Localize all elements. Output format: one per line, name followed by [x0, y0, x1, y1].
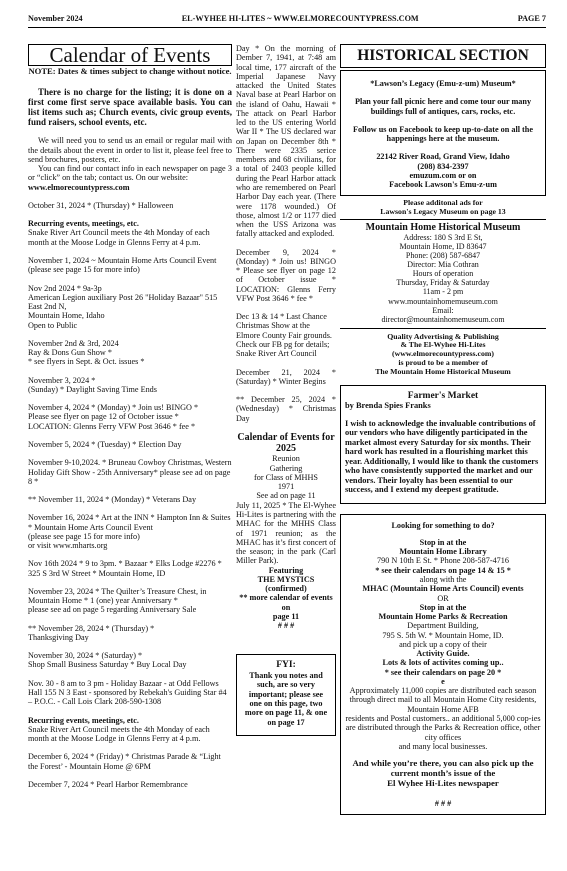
calendar-event — [28, 219, 232, 247]
mhm-box — [340, 219, 546, 324]
calendar-intro: There is no charge for the listing; it is done on a first come first serve space available basis. You can list items such as; Church events, civic group events, fund raisers, school events, etc. — [28, 86, 232, 128]
parks-address: Department Building, 795 S. 5th W. * Mountain Home, ID. and pick up a copy of their — [382, 621, 504, 649]
lawsons-follow-text: Follow us on Facebook to keep up-to-date on all the happenings here at the museum. — [353, 124, 533, 144]
calendar-event — [28, 376, 232, 395]
calendar-event — [28, 495, 232, 504]
activities-note: Lots & lots of activites coming up.. * see their calendars on page 20 * e — [382, 658, 504, 686]
calendar-event — [28, 440, 232, 449]
mhm-info: Address: 180 S 3rd E St, Mountain Home, ID 83647 Phone: (208) 587-6847 Director: Mia Cothran Hours of operation Thursday, Friday & Saturday 11am - 2 pm www.mountainhomemuseum.com Email: director@mountainhomemuseum.com — [381, 233, 505, 324]
calendar-event-text: ** November 28, 2024 * (Thursday) * Thanksgiving Day — [28, 623, 155, 642]
library-calendar-note: * see their calendars on page 14 & 15 * — [375, 565, 511, 575]
header-date: November 2024 — [28, 14, 83, 23]
calendar-event — [28, 716, 232, 744]
calendar-column — [28, 44, 232, 789]
instructions-paragraph-2: You can find our contact info in each newspaper on page 3 or “click” on the tab; contact us. On our website: — [28, 164, 232, 183]
reunion-info: Reunion Gathering for Class of MHHS 1971 See ad on page 11 — [254, 454, 318, 501]
calendar-event-text: October 31, 2024 * (Thursday) * Halloween — [28, 200, 174, 210]
calendar-event-text: November 3, 2024 * (Sunday) * Daylight Saving Time Ends — [28, 375, 157, 394]
pickup-note: And while you’re there, you can also pick up the current month’s issue of the El Wyhee Hi-Lites newspaper — [352, 758, 534, 788]
calendar-event — [28, 458, 232, 486]
calendar-event-text: November 2nd & 3rd, 2024 Ray & Dons Gun Show * * see flyers in Sept. & Oct. issues * — [28, 338, 145, 367]
calendar-event-text: November 16, 2024 * Art at the INN * Hampton Inn & Suites * Mountain Home Arts Council Event (please see page 15 for more info) or visit www.mharts.org — [28, 513, 231, 551]
calendar-event-text: November 30, 2024 * (Saturday) * Shop Small Business Saturday * Buy Local Day — [28, 651, 187, 670]
calendar-event — [28, 587, 232, 615]
calendar-event — [28, 624, 232, 643]
calendar-event-text: December 6, 2024 * (Friday) * Christmas Parade & “Light the Forest’ - Mountain Home @ 6PM — [28, 752, 221, 771]
event-list — [28, 201, 232, 789]
quality-text: Quality Advertising & Publishing & The El-Wyhee Hi-Lites (www.elmorecountypress.com) is proud to be a member of The Mountain Home Historical Museum — [375, 331, 511, 376]
calendar-event — [28, 339, 232, 367]
along-with: along with the — [419, 575, 467, 584]
calendar-event-text: December 7, 2024 * Pearl Harbor Remembrance — [28, 779, 188, 789]
calendar-event — [28, 559, 232, 578]
farmers-text: I wish to acknowledge the invaluable contributions of our vendors who have diligently participated in the market almost every Saturday for six months. Their hard work has resulted in a flourishing market this year. Additionally, I would like to thank the customers who have consistently supported the market and our vendors. Their loyalty has been essential to our success, and I extend my deepest gratitude. — [345, 418, 539, 495]
december-13-event: Dec 13 & 14 * Last Chance Christmas Show at the Elmore County Fair grounds. Check our FB pg for details; Snake River Art Council — [236, 312, 332, 359]
calendar-instructions — [28, 136, 232, 192]
calendar-event-text: Nov 2nd 2024 * 9a-3p American Legion auxiliary Post 26 "Holiday Bazaar" 515 East 2nd N, Mountain Home, Idaho Open to Public — [28, 283, 218, 330]
right-column — [340, 44, 546, 815]
calendar-event — [28, 752, 232, 771]
calendar-event-text: Snake River Art Council meets the 4th Monday of each month at the Moose Lodge in Glenns Ferry at 4 p.m. — [28, 724, 210, 744]
library-address: 790 N 10th E St. * Phone 208-587-4716 — [377, 556, 509, 566]
activity-guide: Activity Guide. — [416, 649, 470, 659]
calendar-event-text: November 4, 2024 * (Monday) * Join us! BINGO * Please see flyer on page 12 of October issue * LOCATION: Glenns Ferry VFW Post 3646 * fee * — [28, 403, 199, 431]
fyi-title: FYI: — [276, 660, 296, 671]
calendar-event-text: Nov 16th 2024 * 9 to 3pm. * Bazaar * Elks Lodge #2276 * 325 S 3rd W Street * Mountain Home, ID — [28, 559, 222, 578]
calendar-event-text: ** November 11, 2024 * (Monday) * Veterans Day — [28, 495, 197, 505]
distribution-info: Approximately 11,000 copies are distributed each season through direct mail to all Mountain Home City residents, Mountain Home AFB residents and Postal customers.. an additional 5,000 cop-ies are distributed through the Parks & Recreation office, other city offices and many local businesses. — [345, 686, 541, 751]
lawsons-address: 22142 River Road, Grand View, Idaho (208) 834-2397 emuzum.com or on Facebook Lawson's Emu-z-um — [376, 152, 510, 190]
december-9-event: December 9, 2024 * (Monday) * Join us! BINGO * Please see flyer on page 12 of October issue * LOCATION: Glenns Ferry VFW Post 3646 * fee * — [236, 247, 336, 303]
calendar-event — [28, 780, 232, 789]
historical-section-title: HISTORICAL SECTION — [340, 44, 546, 68]
calendar-event-text: November 9-10,2024. * Bruneau Cowboy Christmas, Western Holiday Gift Show - 25th Anniversary* please see ad on page 8 * — [28, 458, 232, 486]
december-21-event: December 21, 2024 * (Saturday) * Winter Begins — [236, 367, 336, 386]
lawsons-museum-name: *Lawson’s Legacy (Emu-z-um) Museum* — [370, 79, 516, 88]
calendar-event-text: November 5, 2024 * (Tuesday) * Election Day — [28, 439, 182, 449]
library-heading: Stop in at the Mountain Home Library — [399, 537, 487, 557]
end-mark: # # # — [434, 798, 452, 808]
looking-box — [340, 514, 546, 815]
featuring-info: Featuring THE MYSTICS (confirmed) — [257, 565, 315, 594]
calendar-note: NOTE: Dates & times subject to change without notice. — [28, 66, 232, 76]
calendar-event-text: November 23, 2024 * The Quilter’s Treasure Chest, in Mountain Home * 1 (one) year Anniversary * please see ad on page 5 regarding Anniversary Sale — [28, 586, 207, 615]
farmers-byline: by Brenda Spies Franks — [345, 401, 431, 411]
quality-box — [340, 328, 546, 377]
header-publication: EL-WYHEE HI-LITES ~ WWW.ELMORECOUNTYPRESS.COM — [181, 14, 419, 23]
calendar-event-text: Snake River Art Council meets the 4th Monday of each month at the Moose Lodge in Glenns Ferry at 4 p.m. — [28, 228, 210, 247]
calendar-event — [28, 651, 232, 670]
instructions-paragraph-1: We will need you to send us an email or regular mail with the details about the event in order to list it, please feel free to send brochures, posters, etc. — [28, 136, 232, 164]
calendar-event — [28, 201, 232, 210]
parks-heading: Stop in at the Mountain Home Parks & Recreation — [378, 602, 508, 622]
calendar-event — [28, 403, 232, 431]
july-event: July 11, 2025 * The El-Wyhee Hi-Lites is partnering with the MHAC for the MHHS Class of 1971 reunion; as the MHAC has it’s first concert of the season; in the park (Carl Miller Park). — [236, 500, 336, 566]
page-header — [28, 14, 546, 28]
recurring-events-heading: Recurring events, meetings, etc. — [28, 715, 139, 725]
mhac-events: MHAC (Mountain Home Arts Council) events — [362, 584, 524, 594]
more-calendar-note: ** more calendar of events on page 11 # # # — [239, 593, 333, 631]
additional-ads-note: Please additonal ads for Lawson's Legacy Museum on page 13 — [380, 198, 506, 217]
middle-column — [236, 44, 336, 736]
calendar-event-text: Nov. 30 - 8 am to 3 pm - Holiday Bazaar - at Odd Fellows Hall 155 N 3 East - sponsored by Rebekah's Guiding Star #4 – P.O.C. - Call Lois Clark 208-590-1308 — [28, 678, 227, 707]
website-link[interactable]: www.elmorecountypress.com — [28, 182, 130, 192]
mhm-title: Mountain Home Historical Museum — [365, 221, 521, 233]
farmers-market-box — [340, 385, 546, 504]
fyi-box — [236, 654, 336, 735]
recurring-events-heading: Recurring events, meetings, etc. — [28, 219, 139, 229]
calendar-event — [28, 679, 232, 707]
calendar-title: Calendar of Events — [28, 44, 232, 66]
calendar-event-text: November 1, 2024 ~ Mountain Home Arts Council Event (please see page 15 for more info) — [28, 255, 217, 275]
calendar-event — [28, 256, 232, 275]
events-2025-title: Calendar of Events for 2025 — [237, 431, 335, 455]
calendar-event — [28, 513, 232, 550]
lawsons-legacy-box — [340, 70, 546, 196]
farmers-title: Farmer's Market — [407, 390, 479, 401]
lawsons-plan-text: Plan your fall picnic here and come tour our many buildings full of antiques, cars, rocks, etc. — [354, 97, 532, 116]
december-25-event: ** December 25, 2024 * (Wednesday) * Christmas Day — [236, 395, 336, 423]
header-page-number: PAGE 7 — [517, 14, 546, 23]
looking-title: Looking for something to do? — [391, 520, 495, 530]
or-text: OR — [437, 593, 449, 603]
pearl-harbor-text: Day * On the morning of Dember 7, 1941, at 7:48 am local time, 177 aircraft of the Imperial Japanese Navy attacked the United States Naval base at Pearl Harbor on the island of Oahu, Hawaii * The attack on Pearl Harbor led to the US entering World War II * The US declared war on Japan on December 8th * There were 2335 serice members and 68 civilians, for a total of 2403 people killed during the Pearl Harbor attack who are remembered on Pearl Harbor Day each year. (There were 1178 wounded.) Of those, almost 1/2 or 1177 died when the USS Arizona was fatally attacked and exploded. — [236, 44, 336, 239]
fyi-text: Thank you notes and such, are so very important; please see one on this page, two more on page 11, & one on page 17 — [244, 671, 328, 727]
calendar-event — [28, 284, 232, 330]
